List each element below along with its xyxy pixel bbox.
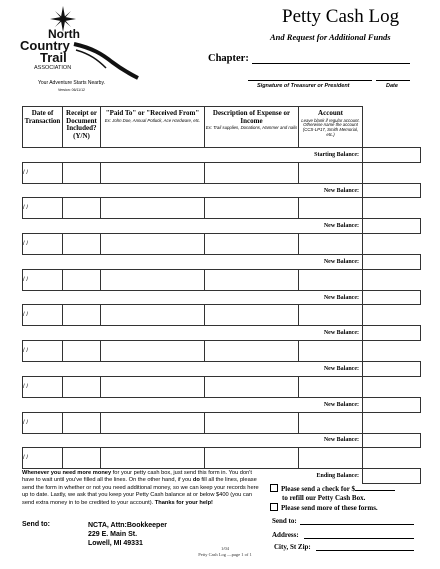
date-cell[interactable]: / / [23, 269, 63, 290]
new-balance-row [23, 255, 421, 270]
balance-label: New Balance: [323, 187, 359, 194]
address-line-1: NCTA, Attn:Bookkeeper [88, 522, 167, 529]
balance-cell [363, 234, 421, 255]
date-cell[interactable]: / / [23, 198, 63, 219]
new-balance-row [23, 326, 421, 341]
receipt-cell[interactable] [63, 341, 101, 362]
page-number-label: Petty Cash Log —page 1 of 1 [198, 552, 252, 558]
receipt-cell[interactable] [63, 162, 101, 183]
table-row [23, 305, 421, 326]
table-row [23, 198, 421, 219]
date-field[interactable] [376, 80, 410, 81]
col-header-description-label: Description of Expense or Income [212, 109, 291, 125]
address-input[interactable] [304, 538, 414, 539]
description-cell[interactable] [205, 412, 299, 433]
receipt-cell[interactable] [63, 305, 101, 326]
instructions-bold-3: Thanks for your help! [154, 499, 213, 506]
description-cell[interactable] [205, 162, 299, 183]
version-label: Version: 06/11/12 [58, 88, 85, 92]
balance-label: New Balance: [323, 365, 359, 372]
instructions-bold-2: do [192, 477, 200, 484]
receipt-cell[interactable] [63, 269, 101, 290]
check-amount-field[interactable] [355, 490, 395, 491]
balance-cell [363, 341, 421, 362]
balance-label: New Balance: [323, 401, 359, 408]
date-cell[interactable]: / / [23, 448, 63, 469]
account-cell[interactable] [299, 162, 363, 183]
paid-to-cell[interactable] [101, 341, 205, 362]
sendto-field-label: Send to: [272, 517, 297, 525]
checkbox-send-forms[interactable] [270, 503, 278, 511]
page-code: 1/04 [220, 546, 229, 551]
send-check-label-2: to refill our Petty Cash Box. [282, 494, 366, 503]
col-header-balance [363, 107, 421, 148]
send-check-label: Please send a check for $ [281, 485, 355, 493]
description-cell[interactable] [205, 198, 299, 219]
paid-to-cell[interactable] [101, 234, 205, 255]
chapter-label: Chapter: [208, 53, 249, 64]
balance-label: Ending Balance: [316, 473, 359, 480]
paid-to-cell[interactable] [101, 448, 205, 469]
city-input[interactable] [316, 550, 414, 551]
balance-cell [363, 448, 421, 469]
send-forms-label: Please send more of these forms. [281, 504, 378, 512]
balance-cell [363, 162, 421, 183]
balance-cell [363, 412, 421, 433]
table-row [23, 162, 421, 183]
send-to-label: Send to: [22, 521, 50, 528]
logo-tagline: Your Adventure Starts Nearby. [38, 80, 105, 86]
balance-amount-cell[interactable] [363, 433, 421, 448]
table-header-row [23, 107, 421, 148]
account-cell[interactable] [299, 412, 363, 433]
date-label: Date [386, 83, 398, 89]
account-cell[interactable] [299, 269, 363, 290]
balance-cell [363, 305, 421, 326]
page-title: Petty Cash Log [282, 6, 400, 27]
city-field-label: City, St Zip: [274, 543, 311, 551]
col-header-receipt [63, 107, 101, 148]
new-balance-row [23, 362, 421, 377]
date-cell[interactable]: / / [23, 341, 63, 362]
receipt-cell[interactable] [63, 412, 101, 433]
receipt-cell[interactable] [63, 376, 101, 397]
col-header-description [205, 107, 299, 148]
balance-label: New Balance: [323, 437, 359, 444]
checkbox-send-check[interactable] [270, 484, 278, 492]
date-cell[interactable]: / / [23, 305, 63, 326]
balance-label: New Balance: [323, 223, 359, 230]
new-balance-row [23, 290, 421, 305]
receipt-cell[interactable] [63, 448, 101, 469]
mailing-address [88, 521, 167, 548]
balance-amount-cell[interactable] [363, 183, 421, 198]
address-line-3: Lowell, MI 49331 [88, 540, 143, 548]
signature-field[interactable] [248, 80, 372, 81]
request-check-option [270, 484, 395, 503]
address-field-label: Address: [272, 531, 299, 539]
balance-amount-cell[interactable] [363, 219, 421, 234]
balance-amount-cell[interactable] [363, 362, 421, 377]
table-row [23, 412, 421, 433]
description-cell[interactable] [205, 376, 299, 397]
paid-to-cell[interactable] [101, 376, 205, 397]
balance-amount-cell[interactable] [363, 255, 421, 270]
balance-amount-cell[interactable] [363, 469, 421, 484]
paid-to-cell[interactable] [101, 198, 205, 219]
col-header-date [23, 107, 63, 148]
paid-to-cell[interactable] [101, 162, 205, 183]
account-cell[interactable] [299, 234, 363, 255]
date-cell[interactable]: / / [23, 376, 63, 397]
petty-cash-log-table [22, 106, 421, 484]
receipt-cell[interactable] [63, 198, 101, 219]
description-cell[interactable] [205, 269, 299, 290]
logo-word-association: ASSOCIATION [34, 65, 72, 71]
logo-word-trail: Trail [40, 50, 67, 65]
balance-label: New Balance: [323, 330, 359, 337]
page-footer [185, 546, 265, 559]
balance-amount-cell[interactable] [363, 326, 421, 341]
new-balance-row [23, 183, 421, 198]
paid-to-cell[interactable] [101, 269, 205, 290]
col-header-date-label: Date of Transaction [24, 109, 61, 125]
starting-balance-row [23, 148, 421, 163]
instructions-text-2: fill all the lines, please send the form in whether or not you need additional money, so we can keep your records here up to date. Lastly, we ask that you keep your Petty Cash balance at or below $400 (you can send extra money in to be credited to your account). [22, 477, 259, 506]
balance-cell [363, 376, 421, 397]
table-row [23, 448, 421, 469]
instructions-bold-1: Whenever you need more money [22, 470, 112, 476]
table-body [23, 148, 421, 484]
date-cell[interactable]: / / [23, 234, 63, 255]
description-cell[interactable] [205, 341, 299, 362]
balance-cell [363, 198, 421, 219]
balance-amount-cell[interactable] [363, 148, 421, 163]
receipt-cell[interactable] [63, 234, 101, 255]
request-forms-option [270, 503, 378, 512]
new-balance-row [23, 219, 421, 234]
account-cell[interactable] [299, 376, 363, 397]
account-cell[interactable] [299, 341, 363, 362]
signature-label: Signature of Treasurer or President [257, 83, 350, 89]
col-header-description-example: Ex: Trail supplies, Donations, Hammer and nails [205, 125, 298, 131]
trail-path-icon [72, 40, 140, 80]
sendto-input[interactable] [300, 524, 414, 525]
logo-word-country: Country [20, 38, 70, 53]
balance-label: New Balance: [323, 258, 359, 265]
page-subtitle: And Request for Additional Funds [270, 32, 391, 42]
description-cell[interactable] [205, 305, 299, 326]
account-cell[interactable] [299, 305, 363, 326]
address-line-2: 229 E. Main St. [88, 531, 138, 539]
col-header-account [299, 107, 363, 148]
description-cell[interactable] [205, 234, 299, 255]
account-cell[interactable] [299, 448, 363, 469]
chapter-field[interactable] [252, 63, 410, 64]
ncta-logo [12, 6, 140, 80]
date-cell[interactable]: / / [23, 162, 63, 183]
col-header-paid-to [101, 107, 205, 148]
col-header-paid-to-example: Ex: John Doe, Annual Potluck, Ace Hardware, etc. [104, 117, 201, 123]
balance-amount-cell[interactable] [363, 397, 421, 412]
col-header-receipt-label: Receipt or Document Included? (Y/N) [66, 109, 97, 141]
balance-label: Starting Balance: [314, 151, 359, 158]
table-row [23, 376, 421, 397]
balance-cell [363, 269, 421, 290]
table-row [23, 341, 421, 362]
logo-word-north: North [48, 27, 80, 41]
paid-to-cell[interactable] [101, 412, 205, 433]
description-cell[interactable] [205, 448, 299, 469]
date-cell[interactable]: / / [23, 412, 63, 433]
col-header-account-example: Leave blank if regular account. Otherwise name the account (CCS-LP17, Smith Memorial, etc.) [301, 117, 360, 137]
balance-label: New Balance: [323, 294, 359, 301]
col-header-paid-to-label: "Paid To" or "Received From" [105, 109, 200, 117]
new-balance-row [23, 433, 421, 448]
instructions-text-1: for your petty cash box, just send this form in. You don't have to wait until you've filled all the lines. On the other hand, if you [22, 470, 252, 484]
col-header-account-label: Account [318, 109, 343, 117]
account-cell[interactable] [299, 198, 363, 219]
instructions-paragraph [22, 470, 262, 507]
new-balance-row [23, 397, 421, 412]
balance-amount-cell[interactable] [363, 290, 421, 305]
paid-to-cell[interactable] [101, 305, 205, 326]
table-row [23, 269, 421, 290]
table-row [23, 234, 421, 255]
